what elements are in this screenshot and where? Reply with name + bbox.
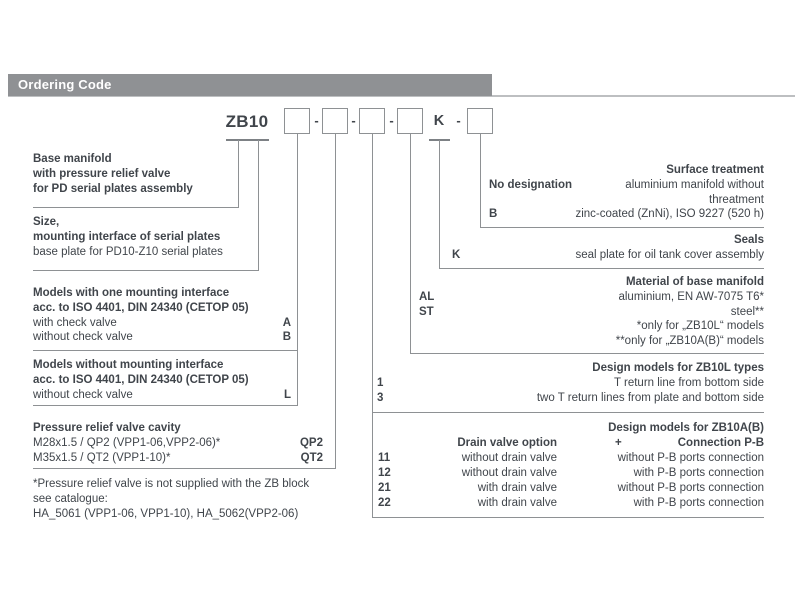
code-k: K xyxy=(433,113,445,129)
code-box-1 xyxy=(284,108,310,134)
page-title: Ordering Code xyxy=(18,77,112,92)
section-line: base plate for PD10-Z10 serial plates xyxy=(33,245,223,258)
section-line: Models with one mounting interface xyxy=(33,287,230,299)
option-code-B: B xyxy=(282,331,291,344)
separator-line-s5 xyxy=(33,468,336,469)
option-text: with check valve xyxy=(33,316,117,329)
connector-line-zb10-1 xyxy=(238,140,239,207)
connector-line-box1 xyxy=(297,134,298,405)
section-title: Material of base manifold xyxy=(625,276,764,288)
option-code-12: 12 xyxy=(378,466,391,479)
section-line: acc. to ISO 4401, DIN 24340 (CETOP 05) xyxy=(33,373,249,386)
footnote-line: HA_5061 (VPP1-06, VPP1-10), HA_5062(VPP2-06) xyxy=(33,507,299,520)
option-text-wrap: threatment xyxy=(709,193,764,206)
option-text: M35x1.5 / QT2 (VPP1-10)* xyxy=(33,451,171,464)
option-row xyxy=(419,290,764,305)
cell-drain: without drain valve xyxy=(461,466,557,479)
section-line: Pressure relief valve cavity xyxy=(33,422,181,434)
section-without-mounting-interface xyxy=(33,358,291,402)
option-text: steel** xyxy=(730,305,764,318)
zb10-underline xyxy=(226,139,269,141)
option-code-1: 1 xyxy=(377,376,384,389)
option-row xyxy=(419,305,764,320)
section-title: Design models for ZB10L types xyxy=(592,362,764,374)
option-text: aluminium manifold without xyxy=(625,178,764,191)
separator-line-zb10ab xyxy=(372,517,764,518)
code-box-5 xyxy=(467,108,493,134)
section-line: Size, xyxy=(33,216,60,228)
column-header-drain: Drain valve option xyxy=(457,436,557,449)
option-code-QP2: QP2 xyxy=(299,436,323,449)
option-row xyxy=(489,207,764,222)
table-row xyxy=(378,451,764,466)
connector-line-box4 xyxy=(410,134,411,353)
cell-connection: without P-B ports connection xyxy=(617,451,764,464)
connector-line-box5 xyxy=(480,134,481,227)
footnote-line: *Pressure relief valve is not supplied with the ZB block xyxy=(33,478,310,490)
option-text: M28x1.5 / QP2 (VPP1-06,VPP2-06)* xyxy=(33,436,221,449)
separator-line-zb10l xyxy=(372,412,764,413)
connector-line-box3 xyxy=(372,134,373,517)
option-row xyxy=(33,330,291,345)
spacer xyxy=(378,436,404,451)
table-row xyxy=(378,496,764,511)
dash-4: - xyxy=(456,113,461,128)
option-row xyxy=(452,248,764,263)
section-zb10l-design xyxy=(377,361,764,405)
option-code-B: B xyxy=(489,208,498,221)
separator-line-surface xyxy=(480,227,764,228)
code-box-4 xyxy=(397,108,423,134)
cell-drain: with drain valve xyxy=(477,481,557,494)
table-row xyxy=(378,481,764,496)
cell-drain: with drain valve xyxy=(477,496,557,509)
option-code-AL: AL xyxy=(419,290,435,303)
section-line: Models without mounting interface xyxy=(33,359,224,371)
code-box-3 xyxy=(359,108,385,134)
dash-3: - xyxy=(389,113,394,128)
section-line: Base manifold xyxy=(33,153,112,165)
section-surface-treatment xyxy=(489,163,764,222)
option-row xyxy=(377,391,764,406)
option-text: aluminium, EN AW-7075 T6* xyxy=(618,290,764,303)
section-material xyxy=(419,275,764,349)
connector-line-box2 xyxy=(335,134,336,468)
dash-2: - xyxy=(351,113,356,128)
option-row xyxy=(377,376,764,391)
option-row xyxy=(489,178,764,193)
separator-line-material xyxy=(410,353,764,354)
option-code-22: 22 xyxy=(378,496,391,509)
section-line: for PD serial plates assembly xyxy=(33,182,193,195)
section-relief-valve-cavity xyxy=(33,421,323,465)
plus-sign: + xyxy=(615,436,622,449)
section-one-mounting-interface xyxy=(33,286,291,345)
column-header-right xyxy=(557,436,764,451)
option-code-K: K xyxy=(452,248,461,261)
section-title: Surface treatment xyxy=(666,164,764,176)
option-text: zinc-coated (ZnNi), ISO 9227 (520 h) xyxy=(575,208,764,221)
section-title: Seals xyxy=(733,234,764,246)
option-row xyxy=(33,436,323,451)
section-line: with pressure relief valve xyxy=(33,167,171,180)
option-code-A: A xyxy=(282,316,291,329)
option-text: without check valve xyxy=(33,331,133,344)
option-row xyxy=(33,451,323,466)
separator-line-seals xyxy=(439,268,764,269)
option-code-QT2: QT2 xyxy=(300,451,323,464)
section-seals xyxy=(452,233,764,263)
option-code-21: 21 xyxy=(378,481,391,494)
cell-connection: with P-B ports connection xyxy=(633,496,764,509)
option-text: without check valve xyxy=(33,388,133,401)
separator-line-s3 xyxy=(33,350,298,351)
option-code-ST: ST xyxy=(419,305,434,318)
cell-connection: with P-B ports connection xyxy=(633,466,764,479)
connector-line-zb10-2 xyxy=(258,140,259,270)
separator-line-s2 xyxy=(33,270,259,271)
code-prefix: ZB10 xyxy=(225,112,269,131)
section-line: mounting interface of serial plates xyxy=(33,230,221,243)
material-note: **only for „ZB10A(B)“ models xyxy=(615,335,764,348)
section-title: Design models for ZB10A(B) xyxy=(608,422,764,434)
cell-drain: without drain valve xyxy=(461,451,557,464)
option-row xyxy=(33,316,291,331)
table-header-row xyxy=(378,436,764,451)
option-text: two T return lines from plate and bottom side xyxy=(536,391,764,404)
option-row xyxy=(33,388,291,403)
connector-line-k xyxy=(439,140,440,268)
section-zb10ab-design xyxy=(378,421,764,510)
section-base-manifold xyxy=(33,152,193,196)
material-note: *only for „ZB10L“ models xyxy=(636,320,764,333)
separator-line-s1 xyxy=(33,207,239,208)
option-text: seal plate for oil tank cover assembly xyxy=(575,248,764,261)
column-header-connection: Connection P-B xyxy=(677,436,764,449)
dash-1: - xyxy=(314,113,319,128)
section-size xyxy=(33,215,223,259)
code-box-2 xyxy=(322,108,348,134)
cell-connection: without P-B ports connection xyxy=(617,481,764,494)
footnote-line: see catalogue: xyxy=(33,492,108,505)
section-header-bar xyxy=(8,74,492,96)
option-code-3: 3 xyxy=(377,391,384,404)
option-code-no-designation: No designation xyxy=(489,178,573,191)
table-row xyxy=(378,466,764,481)
option-code-11: 11 xyxy=(378,451,391,464)
separator-line-s4 xyxy=(33,405,298,406)
section-line: acc. to ISO 4401, DIN 24340 (CETOP 05) xyxy=(33,301,249,314)
option-code-L: L xyxy=(283,388,291,401)
option-text: T return line from bottom side xyxy=(614,376,764,389)
footnote xyxy=(33,477,309,521)
